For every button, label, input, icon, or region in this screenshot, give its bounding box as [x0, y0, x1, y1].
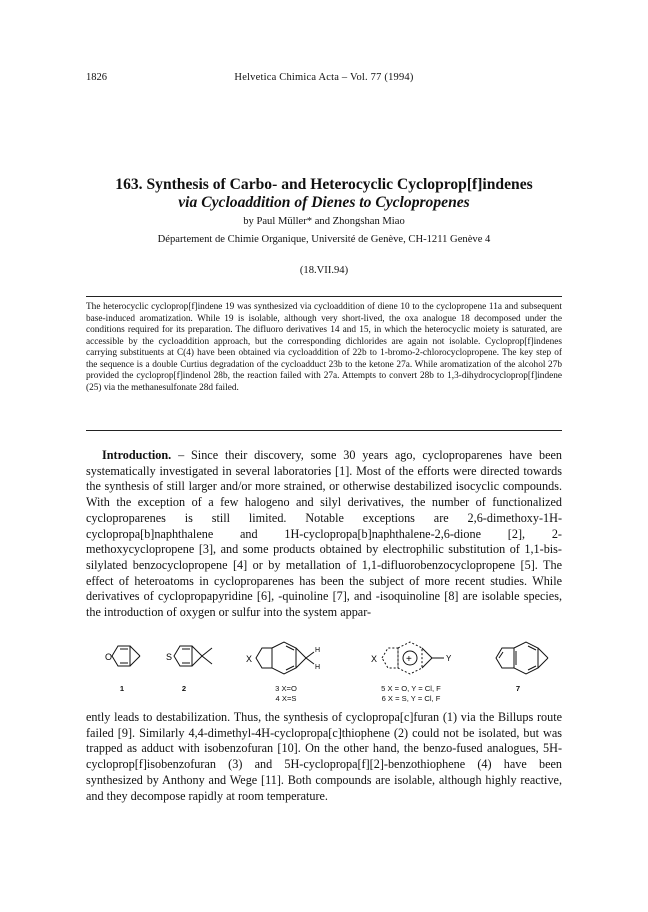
atom-label-h-bottom: H — [315, 664, 321, 671]
title-line-1: 163. Synthesis of Carbo- and Heterocyclic Cycloprop[f]indenes — [115, 176, 533, 193]
atom-label-x: X — [246, 654, 253, 664]
structure-5-6 — [366, 636, 462, 680]
affiliation: Département de Chimie Organique, Université de Genève, CH-1211 Genève 4 — [157, 234, 491, 245]
abstract-bottom-rule — [86, 430, 562, 431]
structure-3-4 — [242, 636, 338, 680]
running-header — [86, 72, 562, 86]
section-heading: Introduction. — [102, 448, 172, 462]
article-title — [60, 176, 588, 212]
structure-7 — [490, 636, 556, 680]
compound-label-4: 4 X=S — [275, 694, 297, 703]
paragraph-1-text: – Since their discovery, some 30 years ago, cycloproparenes have been systematically investigated in several laboratories [1]. Most of the efforts were directed towards the synthesis of still larger and/or more strained, or otherwise destabilized isocyclic compounds. With the exception of a few halogeno and silyl derivatives, the number of functionalized cycloproparenes is still limited. Notable exceptions are 2,6-dimethoxy-1H-cyclopropa[b]naphthalene and 1H-cyclopropa[b]naphthalene-2,6-dione [2], 2-methoxycyclopropene [3], and some products obtained by electrophilic substitution of 1,1-bis-silylated benzocyclopropene [4] or by metallation of 1,1-difluorobenzocyclopropene [5]. The effect of heteroatoms in cycloproparenes has been the subject of more recent studies. While derivatives of cyclopropapyridine [6], -quinoline [7], and -isoquinoline [8] are isolable species, the introduction of oxygen or sulfur into the system appar- — [86, 448, 562, 620]
charge-plus: + — [406, 654, 412, 665]
structure-2 — [162, 636, 222, 676]
authors: by Paul Müller* and Zhongshan Miao — [243, 216, 405, 227]
compound-label-6: 6 X = S, Y = Cl, F — [381, 694, 441, 703]
compound-label-3: 3 X=O — [275, 684, 297, 693]
compound-label-5: 5 X = O, Y = Cl, F — [381, 684, 441, 693]
abstract-top-rule — [86, 296, 562, 297]
atom-label-o: O — [105, 652, 113, 662]
atom-label-s: S — [166, 652, 173, 662]
compound-label-7: 7 — [515, 684, 521, 693]
atom-label-x2: X — [371, 654, 378, 664]
introduction-paragraph-2 — [86, 710, 562, 804]
atom-label-y: Y — [446, 654, 452, 663]
page-number: 1826 — [86, 72, 107, 83]
abstract: The heterocyclic cycloprop[f]indene 19 was synthesized via cycloaddition of diene 10 to the cyclopropene 11a and subsequent base-induced aromatization. While 19 is isolable, although very short-lived, the oxa analogue 18 decomposed under the conditions required for its preparation. The difluoro derivatives 14 and 15, in which the heterocyclic moiety is saturated, are accessible by the cycloaddition approach, but the corresponding dichlorides are again not isolable. Cycloprop[f]indenes carrying substituents at C(4) have been obtained via cycloaddition of 22b to 1-bromo-2-chlorocyclopropene. The key step of the sequence is a double Curtius degradation of the cycloadduct 23b to the ketone 27a. While aromatization of the alcohol 27b provided the cycloprop[f]indenol 28b, the reaction failed with 27a. Attempts to convert 28b to 1,3-dihydrocycloprop[f]indene (25) via the methanesulfonate 28d failed. — [86, 302, 562, 393]
introduction-paragraph-1 — [86, 448, 562, 621]
journal-title: Helvetica Chimica Acta – Vol. 77 (1994) — [234, 72, 414, 83]
structure-1 — [102, 636, 150, 676]
atom-label-h-top: H — [315, 647, 321, 654]
compound-label-1: 1 — [119, 684, 125, 693]
structure-scheme — [86, 636, 562, 702]
paragraph-2-text: ently leads to destabilization. Thus, the synthesis of cyclopropa[c]furan (1) via the Billups route failed [9]. Similarly 4,4-dimethyl-4H-cyclopropa[c]thiophene (2) could not be isolated, but was trapped as adduct with isobenzofuran [10]. On the other hand, the benzo-fused analogues, 5H-cycloprop[f]isobenzofuran (3) and 5H-cyclopropa[f][2]-benzothiophene (4) have been synthesized by Anthony and Wege [11]. Both compounds are isolable, although highly reactive, and they decompose rapidly at room temperature. — [86, 710, 562, 803]
received-date: (18.VII.94) — [299, 265, 349, 276]
compound-label-2: 2 — [181, 684, 187, 693]
title-line-2: via Cycloaddition of Dienes to Cyclopropenes — [178, 194, 470, 211]
